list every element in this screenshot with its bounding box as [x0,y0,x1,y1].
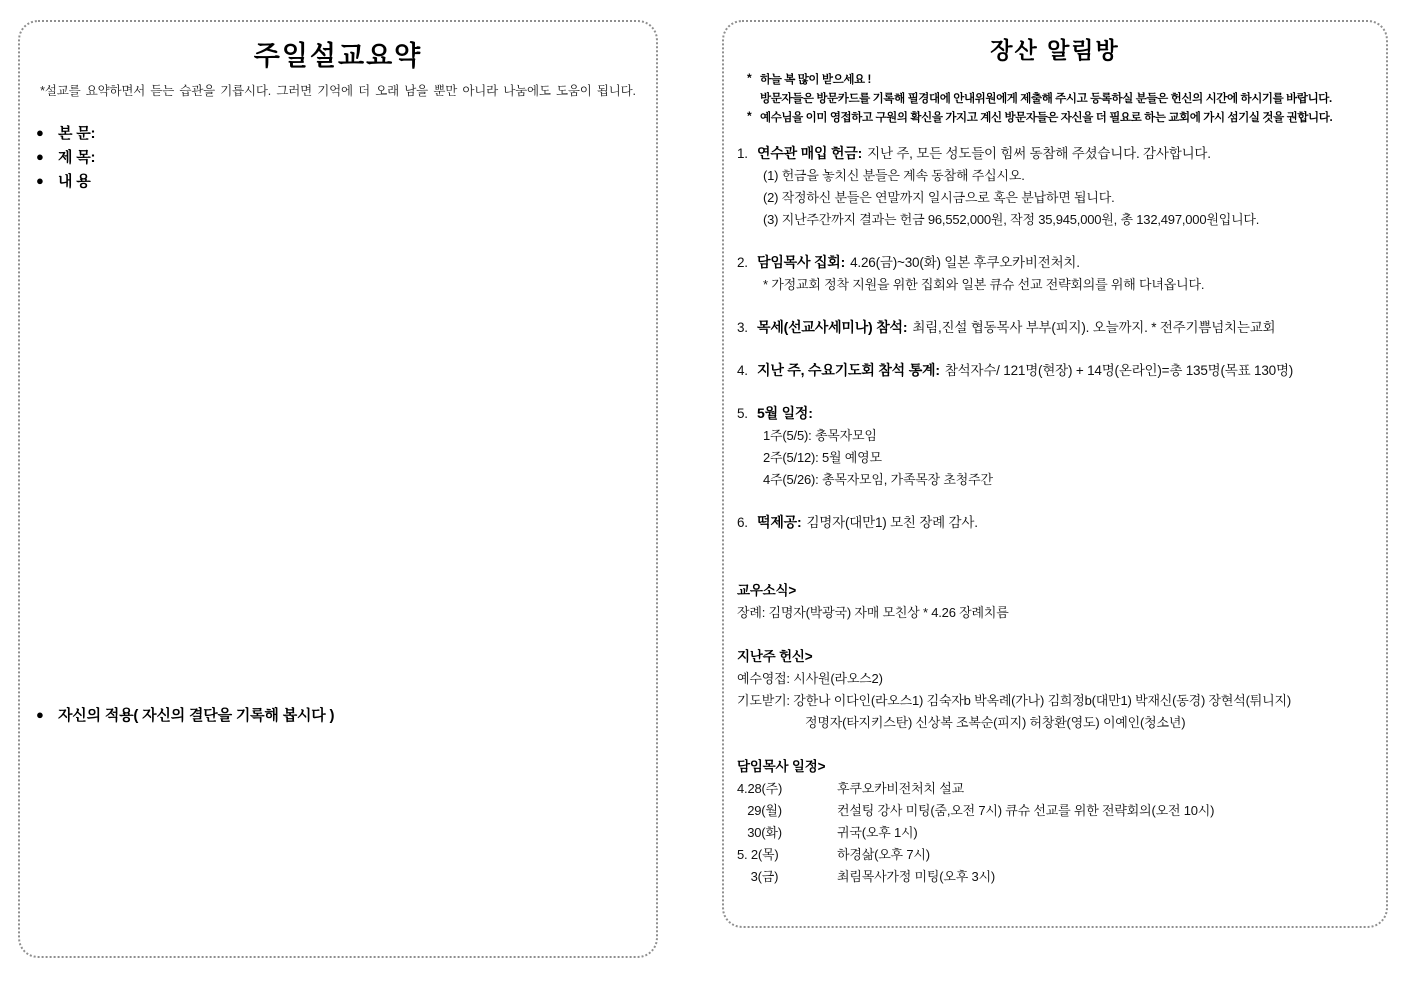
schedule-desc: 후쿠오카비전처치 설교 [837,781,964,796]
bullet-icon: ● [36,707,44,722]
bullet-icon: ● [36,149,44,164]
item-number: 6. [737,515,748,530]
schedule-row [737,800,1373,822]
item-number: 4. [737,363,748,378]
schedule-row [737,778,1373,800]
schedule-date: 29(월) [737,803,782,818]
visitor-notice [747,71,1373,109]
item-text: 4.26(금)~30(화) 일본 후쿠오카비전처치. [850,255,1080,270]
item-subline: 2주(5/12): 5월 예영모 [763,450,882,465]
announcements-panel-title: 장산 알림방 [990,37,1120,63]
item-number: 3. [737,320,748,335]
schedule-desc: 하경삶(오후 7시) [837,847,930,862]
schedule-date: 5. 2(목) [737,847,779,862]
member-news-line: 장례: 김명자(박광국) 자매 모친상 * 4.26 장례치름 [737,605,1009,620]
item-heading: 담임목사 집회: [757,254,846,270]
devotion-line: 정명자(타지키스탄) 신상복 조복순(피지) 허창환(영도) 이예인(청소년) [805,715,1186,730]
item-heading: 연수관 매입 헌금: [757,145,863,161]
announcement-item [737,316,1373,339]
announcement-item [737,359,1373,382]
member-news-section [737,580,1373,624]
item-text: 참석자수/ 121명(현장) + 14명(온라인)=총 135명(목표 130명) [944,363,1294,378]
announcement-item [737,251,1373,296]
item-number: 2. [737,255,748,270]
item-number: 5. [737,406,748,421]
schedule-date: 3(금) [737,869,779,884]
announcements-panel [722,20,1388,928]
announcement-item [737,402,1373,491]
item-heading: 5월 일정: [757,405,813,421]
pastor-schedule-header: 담임목사 일정> [737,759,826,774]
field-title-label: 제 목: [58,149,96,166]
field-scripture-label: 본 문: [58,125,96,142]
sermon-summary-panel [18,20,658,958]
schedule-desc: 최림목사가정 미팅(오후 3시) [837,869,996,884]
item-heading: 목세(선교사세미나) 참석: [757,319,908,335]
devotion-line: 기도받기: 강한나 이다인(라오스1) 김숙자b 박옥례(가나) 김희정b(대만1) 박재신(동경) 장현석(튀니지) [737,693,1291,708]
devotion-header: 지난주 헌신> [737,649,813,664]
field-title [36,145,640,169]
devotion-line: 예수영접: 시사원(라오스2) [737,671,883,686]
field-scripture [36,121,640,145]
item-heading: 지난 주, 수요기도회 참석 통계: [757,362,940,378]
schedule-desc: 귀국(오후 1시) [837,825,918,840]
sermon-fields [36,121,640,193]
item-text: 김명자(대만1) 모친 장례 감사. [806,515,978,530]
pastor-schedule-section [737,756,1373,888]
asterisk-marker-icon: * [747,71,752,85]
field-content-label: 내 용 [58,173,91,190]
field-application [36,704,334,725]
last-week-devotion-section [737,646,1373,734]
schedule-date: 30(화) [737,825,782,840]
item-subline: (1) 헌금을 놓치신 분들은 계속 동참해 주십시오. [763,168,1025,183]
item-subline: (2) 작정하신 분들은 연말까지 일시금으로 혹은 분납하면 됩니다. [763,190,1115,205]
sermon-panel-title: 주일설교요약 [253,41,423,71]
bullet-icon: ● [36,173,44,188]
field-application-label: 자신의 적용( 자신의 결단을 기록해 봅시다 ) [58,707,335,724]
item-text: 지난 주, 모든 성도들이 힘써 동참해 주셨습니다. 감사합니다. [867,146,1211,161]
schedule-desc: 컨설팅 강사 미팅(줌,오전 7시) 큐슈 선교를 위한 전략회의(오전 10시) [837,803,1215,818]
schedule-date: 4.28(주) [737,781,783,796]
item-subline: * 가정교회 정착 지원을 위한 집회와 일본 큐슈 선교 전략회의를 위해 다녀옵니다. [763,277,1205,292]
notice-line: 방문자들은 방문카드를 기록해 필경대에 안내위원에게 제출해 주시고 등록하실 분들은 헌신의 시간에 하시기를 바랍니다. [760,93,1332,105]
field-content [36,169,640,193]
schedule-row [737,866,1373,888]
announcement-list [737,142,1373,534]
member-news-header: 교우소식> [737,583,797,598]
item-subline: 4주(5/26): 총목자모임, 가족목장 초청주간 [763,472,993,487]
announcement-item [737,142,1373,231]
item-subline: (3) 지난주간까지 결과는 헌금 96,552,000원, 작정 35,945,000원, 총 132,497,000원입니다. [763,212,1260,227]
visitor-notice [747,109,1373,128]
schedule-row [737,822,1373,844]
item-heading: 떡제공: [757,514,802,530]
notice-line: 하늘 복 많이 받으세요 ! [760,74,871,86]
notice-line: 예수님을 이미 영접하고 구원의 확신을 가지고 계신 방문자들은 자신을 더 필요로 하는 교회에 가시 섬기실 것을 권합니다. [760,112,1333,124]
visitor-notices [737,71,1373,128]
bullet-icon: ● [36,125,44,140]
item-subline: 1주(5/5): 총목자모임 [763,428,877,443]
asterisk-marker-icon: * [747,109,752,123]
item-number: 1. [737,146,748,161]
sermon-panel-subtitle: *설교를 요약하면서 듣는 습관을 기릅시다. 그러면 기억에 더 오래 남을 뿐만 아니라 나눔에도 도움이 됩니다. [40,84,636,98]
item-text: 최림,진설 협동목사 부부(피지). 오늘까지. * 전주기쁨넘치는교회 [912,320,1276,335]
schedule-row [737,844,1373,866]
announcement-item [737,511,1373,534]
